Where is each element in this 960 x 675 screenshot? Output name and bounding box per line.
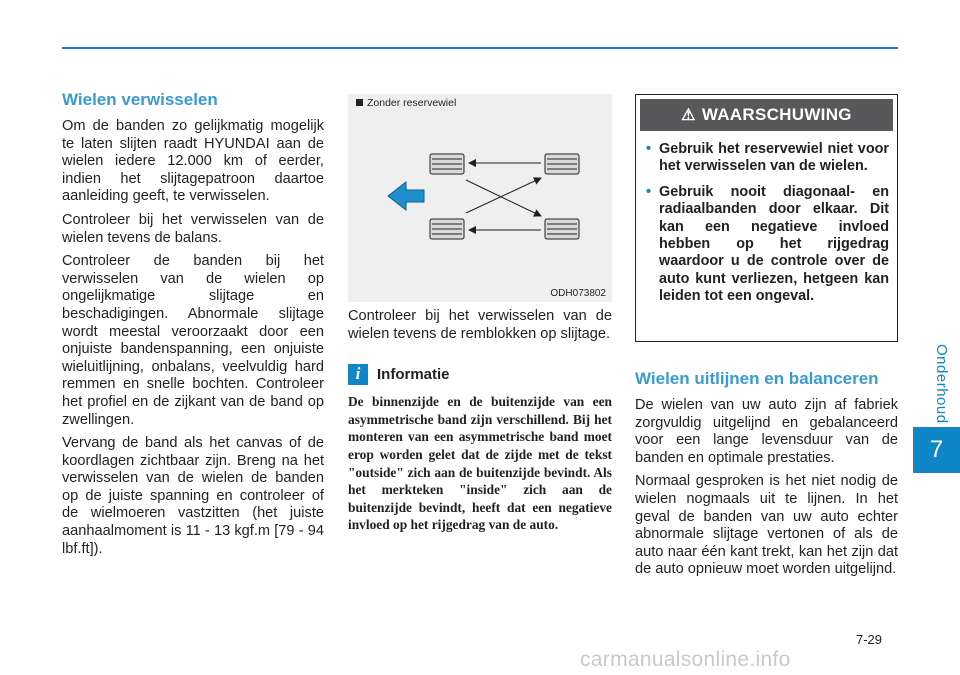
tire-rotation-diagram xyxy=(348,94,612,302)
tire-rear-left-icon xyxy=(545,154,579,174)
bullet-icon: • xyxy=(646,183,652,200)
paragraph: Controleer bij het verwisselen van de wielen tevens de remblokken op slijtage. xyxy=(348,308,612,342)
header-rule xyxy=(62,47,898,49)
warning-item: • Gebruik het reservewiel niet voor het verwisselen van de wielen. xyxy=(646,141,889,175)
warning-box xyxy=(635,94,898,342)
warning-list xyxy=(646,141,889,306)
paragraph: De wielen van uw auto zijn af fabriek zorgvuldig uitgelijnd en gebalanceerd voor een lange levensduur van de banden en optimale prestaties. xyxy=(635,397,898,466)
arrow-cross-front-left xyxy=(466,180,541,216)
arrow-cross-front-right xyxy=(466,178,541,213)
paragraph: Controleer bij het verwisselen van de wielen tevens de balans. xyxy=(62,211,324,246)
section-title-uitlijnen: Wielen uitlijnen en balanceren xyxy=(635,369,879,388)
tire-front-right-icon xyxy=(430,219,464,239)
column-wielen-verwisselen xyxy=(62,88,324,558)
watermark: carmanualsonline.info xyxy=(580,648,791,671)
chapter-number-badge: 7 xyxy=(913,427,960,473)
figure-code: ODH073802 xyxy=(550,288,606,299)
warning-triangle-icon: ⚠ xyxy=(681,107,696,124)
paragraph: Vervang de band als het canvas of de koordlagen zichtbaar zijn. Breng na het verwisselen van de wielen de banden op de juiste spanning en controleer of de wielmoeren vastzitten (het juiste aanhaalmoment is 11 - 13 kgf.m [79 - 94 lbf.ft]). xyxy=(62,435,324,557)
bullet-icon: • xyxy=(646,141,652,157)
paragraph: Normaal gesproken is het niet nodig de wielen nogmaals uit te lijnen. In het geval de banden van uw auto echter abnormale slijtage vertonen of als de auto naar één kant trekt, kan het zijn dat de auto opnieuw moet worden uitgelijnd. xyxy=(635,473,898,578)
column-warning-alignment xyxy=(635,94,898,579)
info-text: De binnenzijde en de buitenzijde van een asymmetrische band zijn verschillend. Bij het monteren van een asymmetrische band moet erop worden gelet dat de zijde met de tekst "outside" zich aan de buitenzijde bevindt. Als het merkteken "inside" zich aan de buitenzijde bevindt, heeft dat een negatieve invloed op het rijgedrag van de auto. xyxy=(348,394,612,533)
warning-item: • Gebruik nooit diagonaal- en radiaalbanden door elkaar. Dit kan een negatieve invloed hebben op het rijgedrag waardoor u de controle over de auto kunt verliezen, hetgeen kan leiden tot een ongeval. xyxy=(646,183,889,305)
tire-front-left-icon xyxy=(430,154,464,174)
paragraph: Om de banden zo gelijkmatig mogelijk te laten slijten raadt HYUNDAI aan de wielen iedere 12.000 km of eerder, indien het slijtagepatroon daartoe aanleiding geeft, te verwisselen. xyxy=(62,118,324,205)
info-heading xyxy=(348,363,612,385)
info-title: Informatie xyxy=(377,365,450,383)
paragraph: Controleer de banden bij het verwisselen van de wielen op ongelijkmatige slijtage en beschadigingen. Abnormale slijtage wordt meestal veroorzaakt door een onjuiste bandenspanning, een onjuiste wieluitlijning, onbalans, veelvuldig hard remmen en snelle bochten. Controleer het profiel en de zijkant van de band op zwellingen. xyxy=(62,253,324,428)
figure-label: Zonder reservewiel xyxy=(356,97,456,109)
chapter-tab-label: Onderhoud xyxy=(933,344,950,424)
tire-rotation-figure xyxy=(348,94,612,302)
warning-header xyxy=(640,99,893,131)
section-title-wielen-verwisselen: Wielen verwisselen xyxy=(62,90,218,109)
column-figure-info xyxy=(348,94,612,534)
tire-rear-right-icon xyxy=(545,219,579,239)
direction-arrow-icon xyxy=(388,182,424,210)
warning-title: WAARSCHUWING xyxy=(701,105,852,124)
info-icon: i xyxy=(348,364,368,385)
page-number: 7-29 xyxy=(856,632,883,647)
